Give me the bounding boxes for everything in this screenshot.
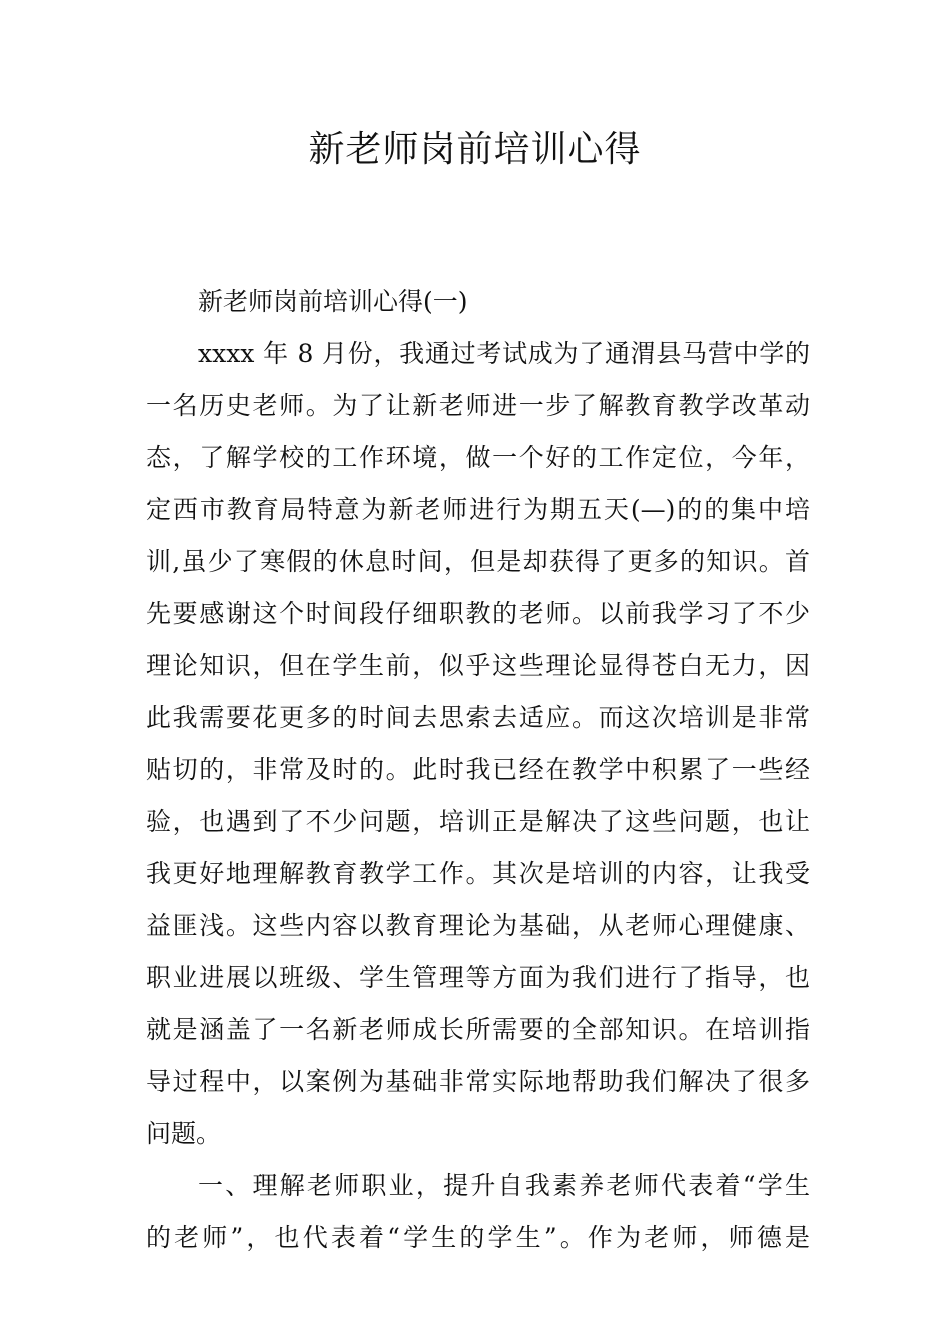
paragraph-line: 定西市教育局特意为新老师进行为期五天(—)的的集中培 (146, 495, 810, 524)
paragraph-2 (146, 1160, 810, 1264)
paragraph-line: 理论知识，但在学生前，似乎这些理论显得苍白无力，因 (146, 651, 810, 680)
paragraph-line: 态，了解学校的工作环境，做一个好的工作定位，今年， (146, 443, 810, 472)
subtitle-paragraph (146, 276, 810, 328)
paragraph-line: 先要感谢这个时间段仔细职教的老师。以前我学习了不少 (146, 599, 810, 628)
paragraph-line: 导过程中，以案例为基础非常实际地帮助我们解决了很多 (146, 1067, 810, 1096)
paragraph-line: 验，也遇到了不少问题，培训正是解决了这些问题，也让 (146, 807, 810, 836)
paragraph-1 (146, 328, 810, 1160)
paragraph-line: 问题。 (146, 1119, 222, 1148)
paragraph-line: 一、理解老师职业，提升自我素养老师代表着“学生 (198, 1171, 810, 1200)
paragraph-line: 益匪浅。这些内容以教育理论为基础，从老师心理健康、 (146, 911, 810, 940)
paragraph-line: xxxx 年 8 月份，我通过考试成为了通渭县马营中学的 (198, 339, 810, 368)
document-title: 新老师岗前培训心得 (308, 129, 642, 170)
paragraph-line: 训,虽少了寒假的休息时间，但是却获得了更多的知识。首 (146, 547, 810, 576)
paragraph-line: 此我需要花更多的时间去思索去适应。而这次培训是非常 (146, 703, 810, 732)
paragraph-line: 贴切的，非常及时的。此时我已经在教学中积累了一些经 (146, 755, 810, 784)
section-subtitle: 新老师岗前培训心得(一) (198, 287, 468, 316)
paragraph-line: 的老师”，也代表着“学生的学生”。作为老师，师德是 (146, 1223, 810, 1252)
paragraph-line: 就是涵盖了一名新老师成长所需要的全部知识。在培训指 (146, 1015, 810, 1044)
paragraph-line: 职业进展以班级、学生管理等方面为我们进行了指导，也 (146, 963, 810, 992)
paragraph-line: 我更好地理解教育教学工作。其次是培训的内容，让我受 (146, 859, 810, 888)
paragraph-line: 一名历史老师。为了让新老师进一步了解教育教学改革动 (146, 391, 810, 420)
document-body (146, 276, 810, 1264)
